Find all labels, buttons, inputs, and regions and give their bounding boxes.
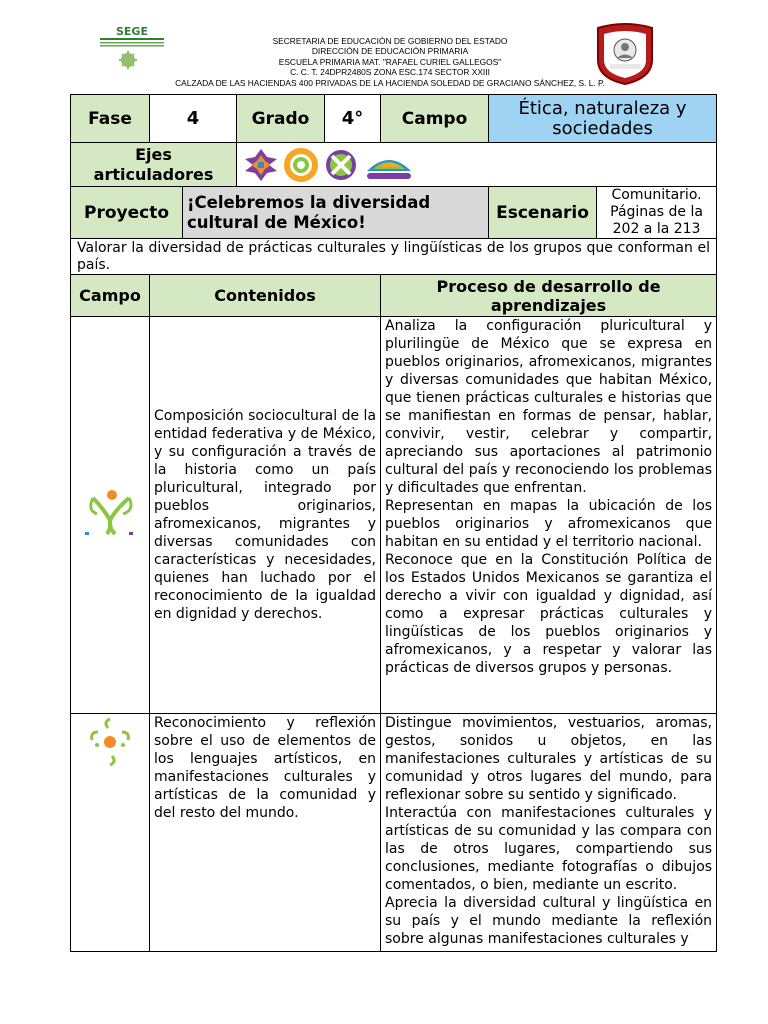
col-campo-header: Campo bbox=[71, 275, 150, 317]
proceso-paragraph: Distingue movimientos, vestuarios, aromas, gestos, sonidos u objetos, en las manifestaciones culturales y artísticas de su comunidad y otros lugares del mundo, para reflexionar sobre su sentido y significado. bbox=[385, 715, 713, 803]
etica-naturaleza-icon bbox=[83, 488, 137, 538]
header-line: SECRETARIA DE EDUCACIÓN DE GOBIERNO DEL ESTADO bbox=[272, 36, 508, 46]
grado-value: 4° bbox=[325, 95, 381, 143]
proceso-paragraph: Reconoce que en la Constitución Política de los Estados Unidos Mexicanos se garantiza el derecho a vivir con igualdad y dignidad, así como a expresar prácticas culturales y lingüísticas de los pueblos originarios y afromexicanos, y a respetar y valorar las prácticas de diversos grupos y personas. bbox=[385, 552, 713, 676]
campo-label: Campo bbox=[381, 95, 489, 143]
contenido-cell: Composición sociocultural de la entidad federativa y de México, y su configuración a través de la historia como un país pluricultural, integrado por pueblos originarios, afromexicanos, migrantes y diversas comunidades con características y necesidades, quienes han luchado por el reconocimiento de la igualdad en dignidad y derechos. bbox=[150, 317, 381, 714]
vida-saludable-icon bbox=[363, 147, 415, 183]
escenario-label: Escenario bbox=[489, 187, 597, 239]
header-line: ESCUELA PRIMARIA MAT. "RAFAEL CURIEL GALLEGOS" bbox=[278, 56, 502, 67]
fase-label: Fase bbox=[71, 95, 150, 143]
header-text bbox=[140, 36, 640, 88]
header-line: C. C. T. 24DPR2480S ZONA ESC.174 SECTOR XXIII bbox=[290, 67, 490, 78]
de-lo-humano-comunitario-icon bbox=[88, 716, 132, 768]
proceso-cell bbox=[381, 317, 717, 714]
proposito-text: Valorar la diversidad de prácticas culturales y lingüísticas de los grupos que conforman el país. bbox=[71, 239, 717, 275]
proyecto-value: ¡Celebremos la diversidad cultural de México! bbox=[183, 187, 489, 239]
proceso-paragraph: Aprecia la diversidad cultural y lingüística en su país y el mundo mediante la reflexión sobre algunas manifestaciones culturales y bbox=[385, 895, 713, 947]
escenario-value: Comunitario. Páginas de la 202 a la 213 bbox=[597, 187, 717, 239]
table-row bbox=[71, 317, 717, 714]
proceso-paragraph: Representan en mapas la ubicación de los pueblos originarios y afromexicanos que habitan en su entidad y el territorio nacional. bbox=[385, 498, 713, 550]
proceso-cell bbox=[381, 714, 717, 952]
document-header bbox=[0, 0, 768, 94]
contenido-cell: Reconocimiento y reflexión sobre el uso de elementos de los lenguajes artísticos, en manifestaciones culturales y artísticas de la comunidad y del resto del mundo. bbox=[150, 714, 381, 952]
svg-text:SEGE: SEGE bbox=[116, 25, 148, 38]
ejes-icons-cell bbox=[237, 143, 717, 187]
fase-value: 4 bbox=[150, 95, 237, 143]
igualdad-genero-icon bbox=[323, 147, 359, 183]
table-row bbox=[71, 714, 717, 952]
ejes-label: Ejes articuladores bbox=[71, 143, 237, 187]
header-line: CALZADA DE LAS HACIENDAS 400 PRIVADAS DE LA HACIENDA SOLEDAD DE GRACIANO SÁNCHEZ, S. L. P. bbox=[175, 77, 605, 88]
col-proceso-header: Proceso de desarrollo de aprendizajes bbox=[381, 275, 717, 317]
proyecto-label: Proyecto bbox=[71, 187, 183, 239]
grado-label: Grado bbox=[237, 95, 325, 143]
campo-icon-cell bbox=[71, 714, 150, 952]
proceso-paragraph: Interactúa con manifestaciones culturales y artísticas de su comunidad y las compara con las de otros lugares, compartiendo sus conclusiones, mediante fotografías o dibujos comentados, o bien, mediante un escrito. bbox=[385, 805, 713, 893]
school-crest-logo bbox=[592, 20, 658, 86]
interculturalidad-icon bbox=[283, 147, 319, 183]
campo-icon-cell bbox=[71, 317, 150, 714]
col-contenidos-header: Contenidos bbox=[150, 275, 381, 317]
planning-table bbox=[70, 94, 717, 952]
campo-value: Ética, naturaleza y sociedades bbox=[489, 95, 717, 143]
proceso-paragraph: Analiza la configuración pluricultural y plurilingüe de México que se expresa en pueblos originarios, afromexicanos, migrantes y diversas comunidades que habitan México, que tienen prácticas culturales e historias que se manifiestan en formas de pensar, hablar, convivir, vestir, celebrar y compartir, apreciando sus aportaciones al patrimonio cultural del país y reconociendo los problemas y dificultades que enfrentan. bbox=[385, 318, 713, 496]
inclusion-icon bbox=[243, 147, 279, 183]
header-line: DIRECCIÓN DE EDUCACIÓN PRIMARIA bbox=[311, 46, 469, 57]
